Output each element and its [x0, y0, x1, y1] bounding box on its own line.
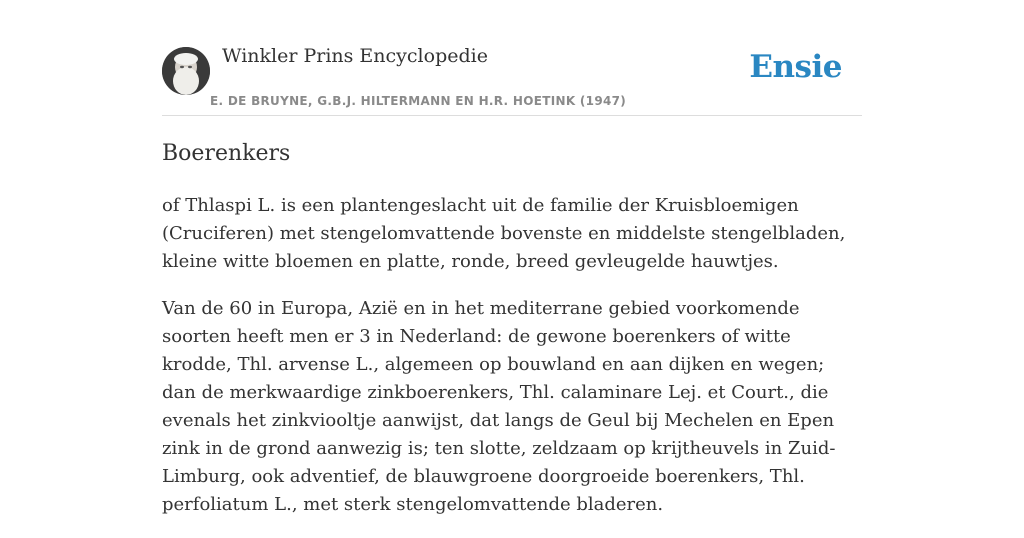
source-authors: E. DE BRUYNE, G.B.J. HILTERMANN EN H.R. HOETINK (1947)	[210, 94, 627, 108]
article-body	[162, 192, 862, 538]
page-container	[162, 0, 862, 515]
article-title: Boerenkers	[162, 141, 291, 166]
brand-logo[interactable]: Ensie	[749, 49, 842, 85]
author-avatar[interactable]	[162, 47, 210, 95]
article-paragraph: of Thlaspi L. is een plantengeslacht uit de familie der Kruisbloemigen (Cruciferen) met stengelomvattende bovenste en middelste stengelbladen, kleine witte bloemen en platte, ronde, breed gevleugelde hauwtjes.	[162, 195, 846, 272]
source-title[interactable]: Winkler Prins Encyclopedie	[222, 45, 488, 67]
article-paragraph: Van de 60 in Europa, Azië en in het mediterrane gebied voorkomende soorten heeft men er 3 in Nederland: de gewone boerenkers of witte krodde, Thl. arvense L., algemeen op bouwland en aan dijken en wegen; dan de merkwaardige zinkboerenkers, Thl. calaminare Lej. et Court., die evenals het zinkviooltje aanwijst, dat langs de Geul bij Mechelen en Epen zink in de grond aanwezig is; ten slotte, zeldzaam op krijtheuvels in Zuid-Limburg, ook adventief, de blauwgroene doorgroeide boerenkers, Thl. perfoliatum L., met sterk stengelomvattende bladeren.	[162, 298, 836, 515]
author-portrait-image	[162, 47, 210, 95]
source-header	[162, 0, 862, 116]
